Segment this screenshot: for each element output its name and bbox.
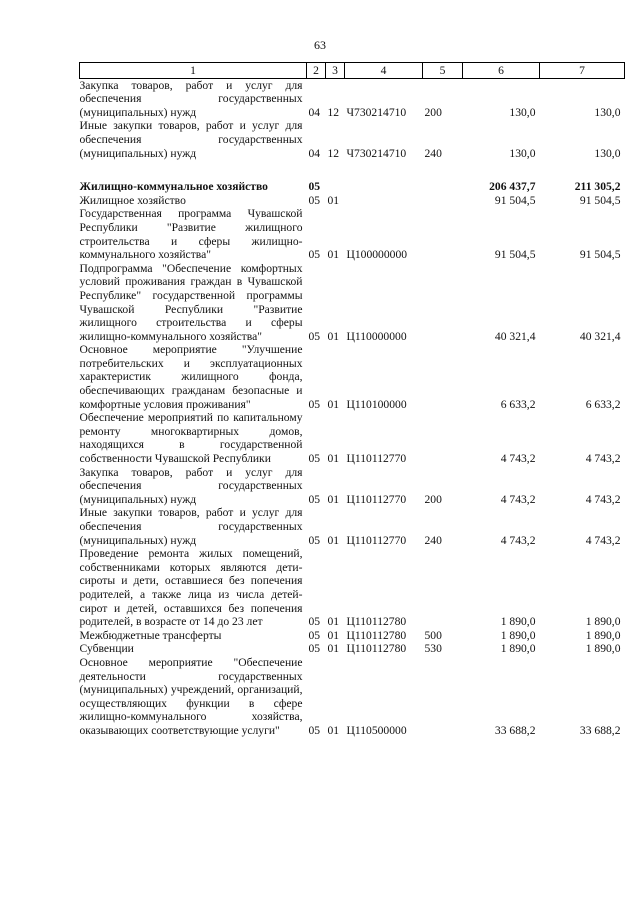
row-name-cell: Основное мероприятие "Обеспечение деятельности государственных (муниципальных) учреждений, организаций, осуществляющих функции в сфере жилищно-коммунального хозяйства, оказывающих соответствующие услуги" [79, 655, 303, 737]
row-subsection-code: 12 [327, 105, 340, 119]
row-spacer-cell [80, 160, 625, 180]
row-amount-year-2: 4 743,2 [585, 533, 621, 547]
row-expense-type-code [423, 411, 463, 465]
row-name-cell: Жилищное хозяйство [79, 193, 186, 207]
row-section-code: 05 [308, 193, 321, 207]
row-section-code: 05 [308, 397, 321, 411]
table-row [80, 207, 625, 261]
row-amount-year-1: 40 321,4 [494, 329, 536, 343]
row-target-article-code: Ц110112780 [346, 615, 407, 629]
row-amount-year-2: 4 743,2 [585, 492, 621, 506]
column-header-row [80, 63, 625, 79]
table-row [80, 343, 625, 411]
row-section-code: 05 [308, 628, 321, 642]
row-amount-year-1: 1 890,0 [500, 642, 536, 656]
row-expense-type-code: 200 [424, 492, 442, 506]
row-target-article-code: Ц110000000 [346, 329, 407, 343]
row-amount-year-2: 211 305,2 [574, 180, 621, 194]
row-target-article-code: Ч730214710 [346, 105, 407, 119]
row-expense-type-code [423, 262, 463, 344]
row-subsection-code: 01 [327, 723, 340, 737]
row-name-cell: Обеспечение мероприятий по капитальному ремонту многоквартирных домов, находящихся в государственной собственности Чувашской Республики [79, 411, 303, 466]
row-amount-year-1: 1 890,0 [500, 628, 536, 642]
table-row [80, 466, 625, 507]
table-row [80, 642, 625, 656]
row-subsection-code: 01 [327, 533, 340, 547]
table-row [80, 180, 625, 194]
row-name-cell: Иные закупки товаров, работ и услуг для обеспечения государственных (муниципальных) нужд [79, 119, 303, 160]
table-row [80, 547, 625, 629]
column-header-3: 3 [326, 63, 345, 79]
row-section-code: 05 [308, 533, 321, 547]
row-expense-type-code [423, 343, 463, 411]
row-amount-year-2: 1 890,0 [585, 615, 621, 629]
row-amount-year-2: 130,0 [594, 105, 621, 119]
row-amount-year-1: 6 633,2 [500, 397, 536, 411]
row-expense-type-code [423, 180, 463, 194]
row-subsection-code: 01 [327, 628, 340, 642]
row-amount-year-2: 91 504,5 [579, 248, 621, 262]
row-expense-type-code [423, 194, 463, 208]
row-section-code: 05 [308, 248, 321, 262]
column-header-2: 2 [307, 63, 326, 79]
row-name-cell: Субвенции [79, 642, 134, 656]
row-subsection-code: 01 [327, 452, 340, 466]
table-row [80, 411, 625, 465]
row-expense-type-code [423, 547, 463, 629]
row-amount-year-1: 4 743,2 [500, 452, 536, 466]
row-section-code: 05 [308, 642, 321, 656]
column-header-6: 6 [463, 63, 540, 79]
row-amount-year-2: 91 504,5 [579, 193, 621, 207]
row-subsection-code: 01 [327, 397, 340, 411]
row-section-code: 05 [308, 723, 321, 737]
column-header-7: 7 [540, 63, 625, 79]
row-target-article-code: Ц110112780 [346, 642, 407, 656]
row-section-code: 04 [308, 146, 321, 160]
column-header-1: 1 [80, 63, 307, 79]
table-row [80, 506, 625, 547]
row-subsection-code [326, 180, 345, 194]
row-target-article-code: Ц100000000 [346, 248, 408, 262]
table-row [80, 78, 625, 119]
row-target-article-code: Ч730214710 [346, 146, 407, 160]
table-row [80, 656, 625, 738]
row-subsection-code: 01 [327, 248, 340, 262]
row-name-cell: Подпрограмма "Обеспечение комфортных условий проживания граждан в Чувашской Республике" государственной программы Чувашской Республики "Развитие жилищного строительства и сферы жилищно-коммунального хозяйства" [79, 261, 303, 343]
row-name-cell: Закупка товаров, работ и услуг для обеспечения государственных (муниципальных) нужд [79, 465, 303, 506]
row-target-article-code: Ц110112770 [346, 452, 407, 466]
table-row [80, 119, 625, 160]
row-section-code: 05 [308, 329, 321, 343]
column-header-4: 4 [345, 63, 423, 79]
table-row [80, 194, 625, 208]
row-section-code: 05 [308, 452, 321, 466]
row-target-article-code: Ц110100000 [346, 397, 407, 411]
row-amount-year-2: 4 743,2 [585, 452, 621, 466]
row-name-cell: Закупка товаров, работ и услуг для обеспечения государственных (муниципальных) нужд [79, 78, 303, 119]
row-expense-type-code [423, 656, 463, 738]
row-expense-type-code: 500 [424, 628, 442, 642]
row-amount-year-1: 130,0 [509, 105, 536, 119]
row-section-code: 05 [308, 492, 321, 506]
row-target-article-code: Ц110112770 [346, 533, 407, 547]
row-section-code: 05 [308, 180, 321, 194]
row-amount-year-1: 4 743,2 [500, 492, 536, 506]
row-expense-type-code: 240 [424, 533, 442, 547]
budget-table [79, 62, 625, 738]
row-amount-year-2: 6 633,2 [585, 397, 621, 411]
row-name-cell: Иные закупки товаров, работ и услуг для обеспечения государственных (муниципальных) нужд [79, 506, 303, 547]
page-number: 63 [314, 38, 326, 52]
row-target-article-code: Ц110112770 [346, 492, 407, 506]
row-name-cell: Проведение ремонта жилых помещений, собственниками которых являются дети-сироты и дети, оставшиеся без попечения родителей, а также лица из числа детей-сирот и детей, оставшихся без попечения родителей, в возрасте от 14 до 23 лет [79, 547, 303, 629]
row-name-cell: Межбюджетные трансферты [79, 628, 222, 642]
row-amount-year-2: 130,0 [594, 146, 621, 160]
row-name-cell: Основное мероприятие "Улучшение потребительских и эксплуатационных характеристик жилищного фонда, обеспечивающих гражданам безопасные и комфортные условия проживания" [79, 343, 303, 411]
table-row [80, 262, 625, 344]
row-amount-year-1: 91 504,5 [494, 193, 536, 207]
row-amount-year-2: 1 890,0 [585, 628, 621, 642]
row-amount-year-1: 206 437,7 [489, 180, 536, 194]
row-target-article-code: Ц110112780 [346, 628, 407, 642]
row-target-article-code [345, 194, 423, 208]
row-name-cell: Жилищно-коммунальное хозяйство [79, 180, 268, 194]
row-amount-year-1: 33 688,2 [494, 723, 536, 737]
row-amount-year-1: 1 890,0 [500, 615, 536, 629]
row-expense-type-code [423, 207, 463, 261]
row-subsection-code: 01 [327, 642, 340, 656]
row-section-code: 04 [308, 105, 321, 119]
row-section-code: 05 [308, 615, 321, 629]
row-expense-type-code: 530 [424, 642, 442, 656]
row-spacer [80, 160, 625, 180]
row-expense-type-code: 200 [424, 105, 442, 119]
row-amount-year-2: 1 890,0 [585, 642, 621, 656]
row-target-article-code [345, 180, 423, 194]
row-subsection-code: 01 [327, 193, 340, 207]
row-subsection-code: 12 [327, 146, 340, 160]
row-name-cell: Государственная программа Чувашской Республики "Развитие жилищного строительства и сферы жилищно-коммунального хозяйства" [79, 207, 303, 262]
row-amount-year-1: 130,0 [509, 146, 536, 160]
table-row [80, 629, 625, 643]
row-amount-year-1: 91 504,5 [494, 248, 536, 262]
column-header-5: 5 [423, 63, 463, 79]
row-subsection-code: 01 [327, 329, 340, 343]
row-amount-year-2: 40 321,4 [579, 329, 621, 343]
row-subsection-code: 01 [327, 492, 340, 506]
row-subsection-code: 01 [327, 615, 340, 629]
row-amount-year-1: 4 743,2 [500, 533, 536, 547]
row-expense-type-code: 240 [424, 146, 442, 160]
row-target-article-code: Ц110500000 [346, 723, 407, 737]
row-amount-year-2: 33 688,2 [579, 723, 621, 737]
